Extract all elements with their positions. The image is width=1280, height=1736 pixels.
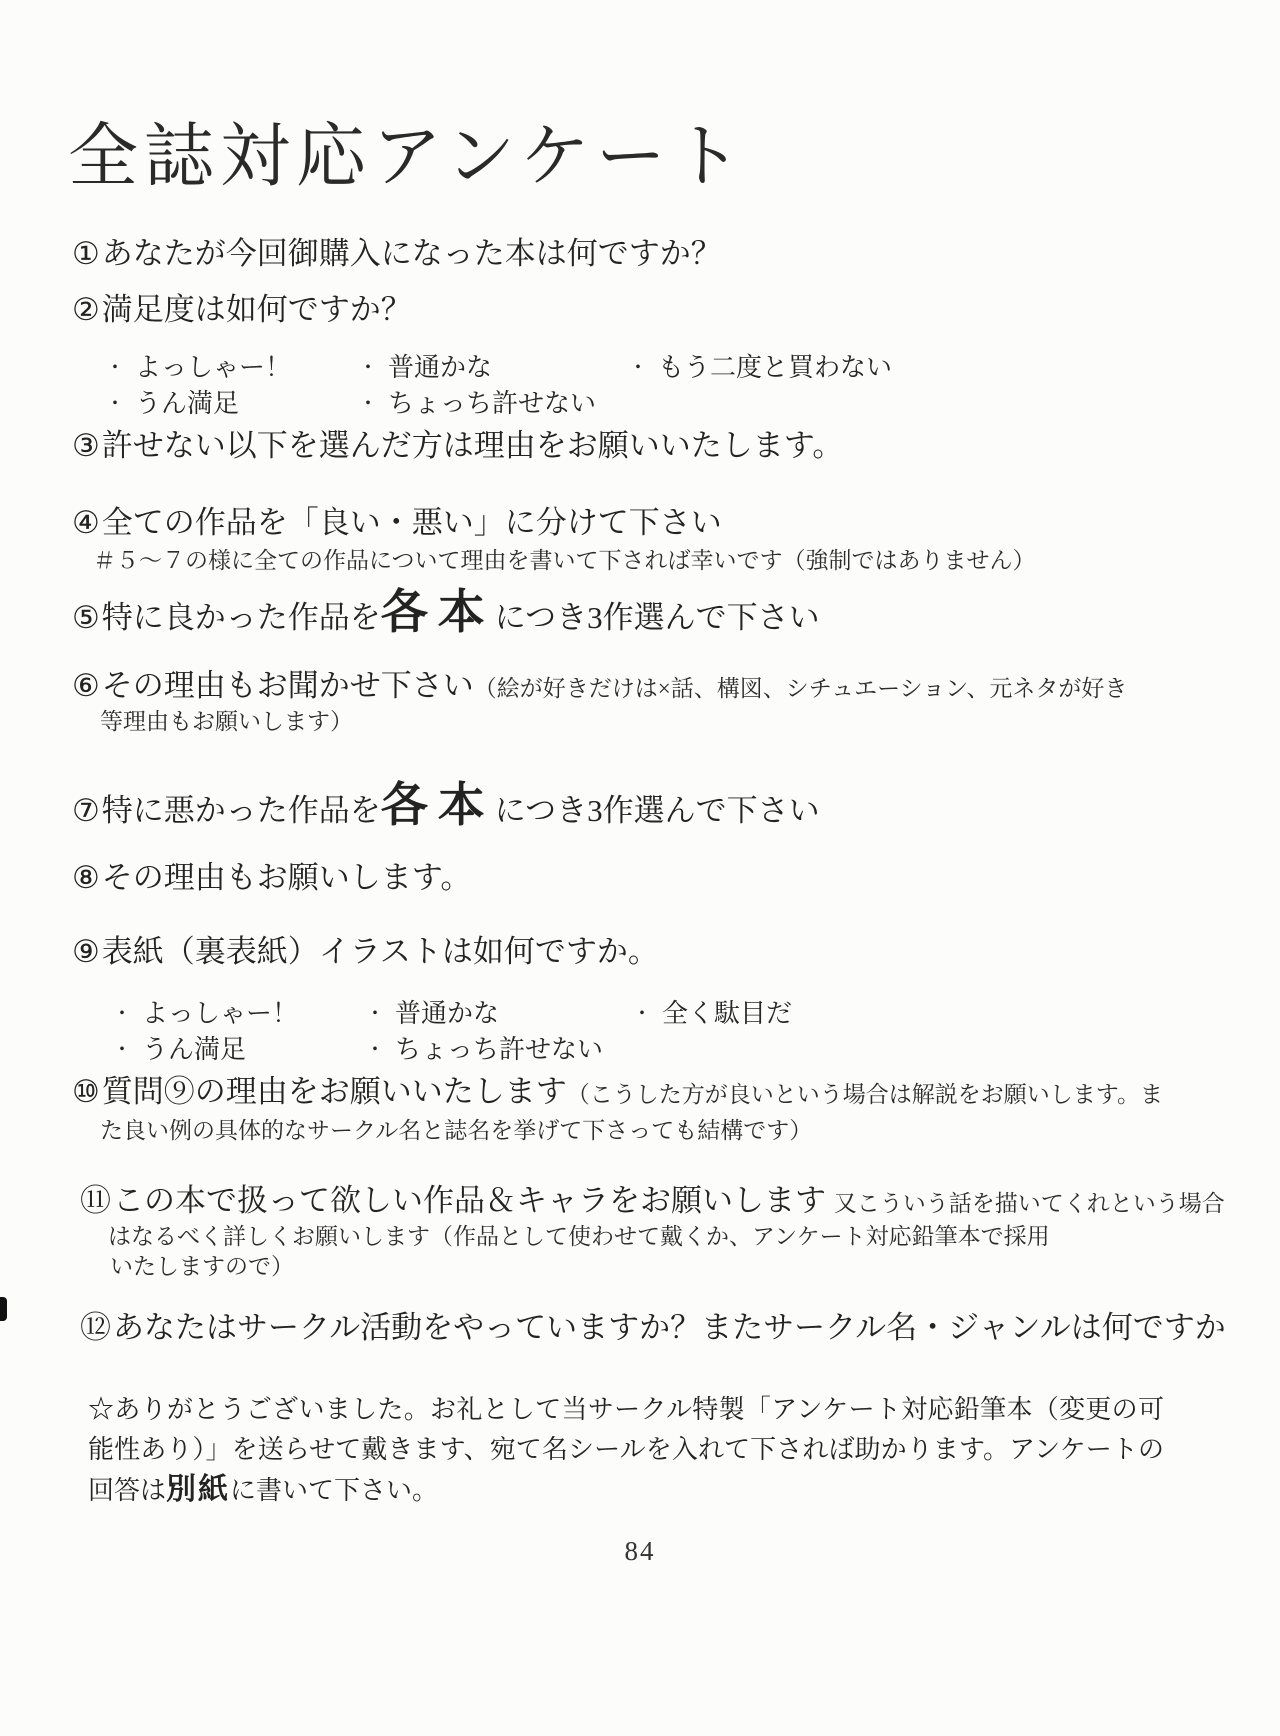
satisfaction-options-col2: [358, 350, 628, 422]
question-9-text: 表紙（裏表紙）イラストは如何ですか。: [101, 934, 659, 969]
question-12: [80, 1302, 1226, 1347]
closing-note-text-end: に書いて下さい。: [230, 1476, 439, 1505]
option-label: うん満足: [135, 389, 240, 418]
page-title: 全誌対応アンケート: [68, 119, 748, 196]
closing-note: [88, 1390, 1164, 1511]
question-11: [80, 1175, 1225, 1220]
question-10-note-line1: （こうした方が良いという場合は解説をお願いします。ま: [566, 1082, 1163, 1107]
question-11-note-line1: 又こういう話を描いてくれという場合: [833, 1191, 1225, 1216]
option-item: [112, 996, 365, 1032]
question-5-text-emphasis: 各本: [380, 587, 495, 639]
option-item: [628, 350, 892, 386]
question-8: [72, 852, 471, 897]
cover-options-col1: [112, 996, 365, 1068]
option-label: よっしゃー！: [135, 353, 292, 382]
question-7-number: ⑦: [72, 793, 100, 828]
question-6-number: ⑥: [72, 668, 100, 703]
question-6-note-line1: （絵が好きだけは×話、構図、シチュエーション、元ネタが好き: [473, 676, 1128, 701]
question-8-text: その理由もお願いします。: [101, 860, 472, 895]
question-3: [72, 420, 843, 465]
question-4-text: 全ての作品を「良い・悪い」に分けて下さい: [101, 505, 722, 540]
option-bullet: ・: [112, 1003, 132, 1025]
option-item: [358, 350, 628, 386]
option-item: [365, 1032, 632, 1068]
question-10-text: 質問⑨の理由をお願いいたします: [101, 1074, 567, 1109]
question-1: [72, 228, 722, 273]
satisfaction-options: [105, 350, 892, 422]
satisfaction-options-col1: [105, 350, 358, 422]
option-bullet: ・: [105, 393, 125, 415]
question-4: [72, 497, 722, 542]
option-bullet: ・: [365, 1003, 385, 1025]
question-1-number: ①: [72, 236, 100, 271]
option-item: [105, 386, 358, 422]
scan-artifact: [0, 1297, 7, 1321]
question-10-note-line2: た良い例の具体的なサークル名と誌名を挙げて下さっても結構です）: [100, 1118, 813, 1143]
option-item: [365, 996, 632, 1032]
question-2-number: ②: [72, 292, 100, 327]
option-bullet: ・: [105, 357, 125, 379]
option-label: 普通かな: [388, 353, 493, 382]
option-label: もう二度と買わない: [658, 353, 893, 382]
question-12-number: ⑫: [80, 1310, 111, 1345]
question-8-number: ⑧: [72, 860, 100, 895]
question-10: [72, 1066, 1163, 1111]
question-6-note-line2: 等理由もお願いします）: [100, 709, 353, 734]
question-7: [72, 768, 820, 835]
option-bullet: ・: [365, 1039, 385, 1061]
question-1-text: あなたが今回御購入になった本は何ですか？: [101, 236, 722, 271]
option-label: よっしゃー！: [142, 999, 299, 1028]
option-item: [632, 996, 792, 1032]
question-11-note-line3: いたしますので）: [110, 1254, 294, 1279]
question-11-note-line2: はなるべく詳しくお願いします（作品として使わせて戴くか、アンケート対応鉛筆本で採用: [108, 1224, 1050, 1249]
question-12-text: あなたはサークル活動をやっていますか？またサークル名・ジャンルは何ですか: [113, 1310, 1226, 1345]
question-7-text-emphasis: 各本: [380, 780, 495, 832]
option-label: うん満足: [142, 1035, 247, 1064]
cover-options: [112, 996, 792, 1068]
question-11-number: ⑪: [80, 1183, 111, 1218]
question-3-number: ③: [72, 428, 100, 463]
option-item: [105, 350, 358, 386]
question-2: [72, 284, 412, 329]
question-5: [72, 575, 820, 642]
question-7-text-post: につき3作選んで下さい: [494, 793, 820, 828]
question-5-number: ⑤: [72, 600, 100, 635]
option-bullet: ・: [358, 357, 378, 379]
page-number: 84: [624, 1536, 656, 1566]
question-10-number: ⑩: [72, 1074, 100, 1109]
cover-options-col3: [632, 996, 792, 1068]
question-9-number: ⑨: [72, 934, 100, 969]
option-bullet: ・: [112, 1039, 132, 1061]
question-9: [72, 926, 659, 971]
question-4-number: ④: [72, 505, 100, 540]
option-label: 普通かな: [395, 999, 500, 1028]
option-bullet: ・: [628, 357, 648, 379]
question-6: [72, 660, 1127, 705]
question-4-note: ＃５～７の様に全ての作品について理由を書いて下されば幸いです（強制ではありません）: [93, 548, 1036, 573]
option-label: ちょっち許せない: [388, 389, 597, 418]
question-6-text: その理由もお聞かせ下さい: [101, 668, 474, 703]
question-11-text: この本で扱って欲しい作品＆キャラをお願いします: [113, 1183, 826, 1218]
option-label: 全く駄目だ: [662, 999, 793, 1028]
option-label: ちょっち許せない: [395, 1035, 604, 1064]
question-5-text-pre: 特に良かった作品を: [101, 600, 381, 635]
satisfaction-options-col3: [628, 350, 892, 422]
question-5-text-post: につき3作選んで下さい: [494, 600, 820, 635]
closing-note-text: ☆ありがとうございました。お礼として当サークル特製「アンケート対応鉛筆本（変更の可能性あり）」を送らせて戴きます、宛て名シールを入れて下されば助かります。アンケートの回答は: [88, 1395, 1164, 1505]
closing-note-emphasis: 別紙: [166, 1473, 231, 1506]
option-bullet: ・: [632, 1003, 652, 1025]
option-bullet: ・: [358, 393, 378, 415]
cover-options-col2: [365, 996, 632, 1068]
question-2-text: 満足度は如何ですか？: [101, 292, 412, 327]
option-item: [112, 1032, 365, 1068]
option-item: [358, 386, 628, 422]
question-3-text: 許せない以下を選んだ方は理由をお願いいたします。: [101, 428, 844, 463]
question-7-text-pre: 特に悪かった作品を: [101, 793, 381, 828]
